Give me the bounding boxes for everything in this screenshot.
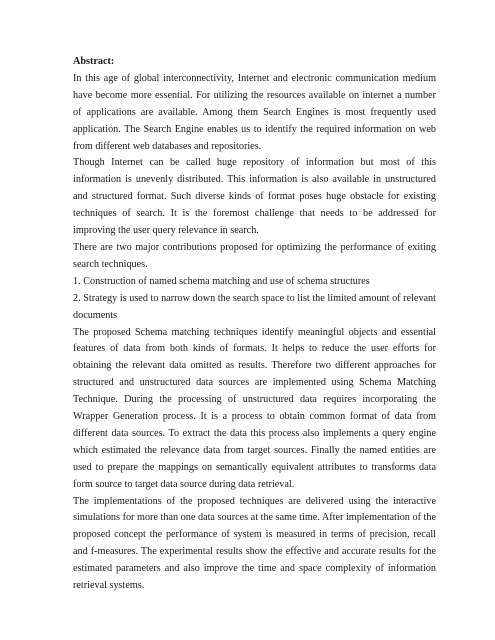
paragraph-implementation: The implementations of the proposed techniques are delivered using the interactive simulations for more than one data sources at the same time. After implementation of the proposed concept the performance of system is measured in terms of precision, recall and f-measures. The experimental results show the effective and accurate results for the estimated parameters and also improve the time and space complexity of information retrieval systems. <box>73 495 436 592</box>
paragraph-introduction: In this age of global interconnectivity, Internet and electronic communication medium have become more essential. For utilizing the resources available on internet a number of applications are available. Among them Search Engines is most frequently used application. The Search Engine enables us to identify the required information on web from different web databases and repositories. <box>73 72 436 152</box>
paragraph-schema-matching: The proposed Schema matching techniques identify meaningful objects and essential features of data from both kinds of formats. It helps to reduce the user efforts for obtaining the relevant data omitted as results. Therefore two different approaches for structured and unstructured data sources are implemented using Schema Matching Technique. During the processing of unstructured data requires incorporating the Wrapper Generation process. It is a process to obtain common format of data from different data sources. To extract the data this process also implements a query engine which estimated the relevance data from target sources. Finally the named entities are used to prepare the mappings on semantically equivalent attributes to transforms data form source to target data source during data retrieval. <box>73 326 436 490</box>
contribution-item-2: 2. Strategy is used to narrow down the search space to list the limited amount of relevant documents <box>73 292 436 321</box>
abstract-heading: Abstract: <box>73 56 115 67</box>
contribution-item-1: 1. Construction of named schema matching and use of schema structures <box>73 275 370 287</box>
abstract-section <box>73 54 436 595</box>
paragraph-contributions: There are two major contributions proposed for optimizing the performance of exiting search techniques. <box>73 241 436 270</box>
paragraph-problem: Though Internet can be called huge repository of information but most of this information is unevenly distributed. This information is also available in unstructured and structured format. Such diverse kinds of format poses huge obstacle for existing techniques of search. It is the foremost challenge that needs to be addressed for improving the user query relevance in search. <box>73 157 436 237</box>
